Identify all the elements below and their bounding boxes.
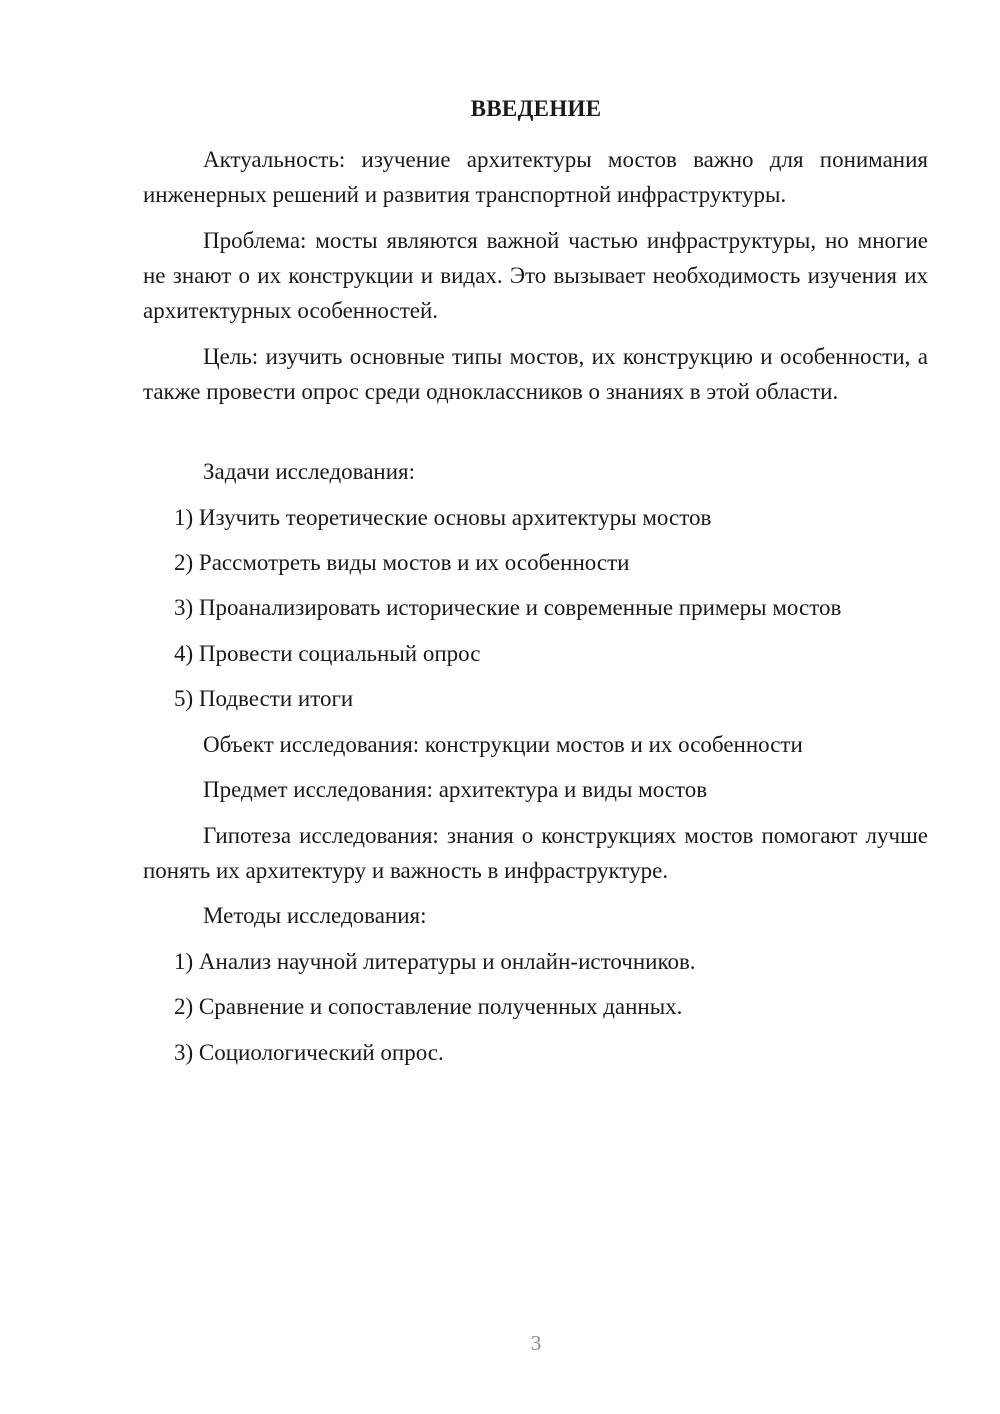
object-line: Объект исследования: конструкции мостов и их особенности: [203, 732, 803, 757]
method-item-1: 1) Анализ научной литературы и онлайн-источников.: [174, 949, 696, 974]
tasks-heading: Задачи исследования:: [203, 459, 416, 484]
problem-paragraph: Проблема: мосты являются важной частью инфраструктуры, но многие не знают о их конструкции и видах. Это вызывает необходимость изучения их архитектурных особенностей.: [143, 228, 928, 323]
task-item-4: 4) Провести социальный опрос: [174, 641, 481, 666]
task-item-1: 1) Изучить теоретические основы архитектуры мостов: [174, 505, 712, 530]
task-item-2: 2) Рассмотреть виды мостов и их особенности: [174, 550, 630, 575]
method-item-3: 3) Социологический опрос.: [174, 1040, 444, 1065]
hypothesis-paragraph: Гипотеза исследования: знания о конструкциях мостов помогают лучше понять их архитектуру и важность в инфраструктуре.: [143, 823, 928, 883]
task-item-3: 3) Проанализировать исторические и современные примеры мостов: [174, 595, 842, 620]
method-item-2: 2) Сравнение и сопоставление полученных данных.: [174, 994, 683, 1019]
relevance-paragraph: Актуальность: изучение архитектуры мостов важно для понимания инженерных решений и развития транспортной инфраструктуры.: [143, 147, 928, 207]
methods-heading: Методы исследования:: [203, 903, 427, 928]
goal-paragraph: Цель: изучить основные типы мостов, их конструкцию и особенности, а также провести опрос среди одноклассников о знаниях в этой области.: [143, 344, 928, 404]
task-item-5: 5) Подвести итоги: [174, 686, 354, 711]
subject-line: Предмет исследования: архитектура и виды мостов: [203, 777, 708, 802]
section-title: ВВЕДЕНИЕ: [470, 96, 602, 121]
page-number: 3: [530, 1331, 542, 1355]
